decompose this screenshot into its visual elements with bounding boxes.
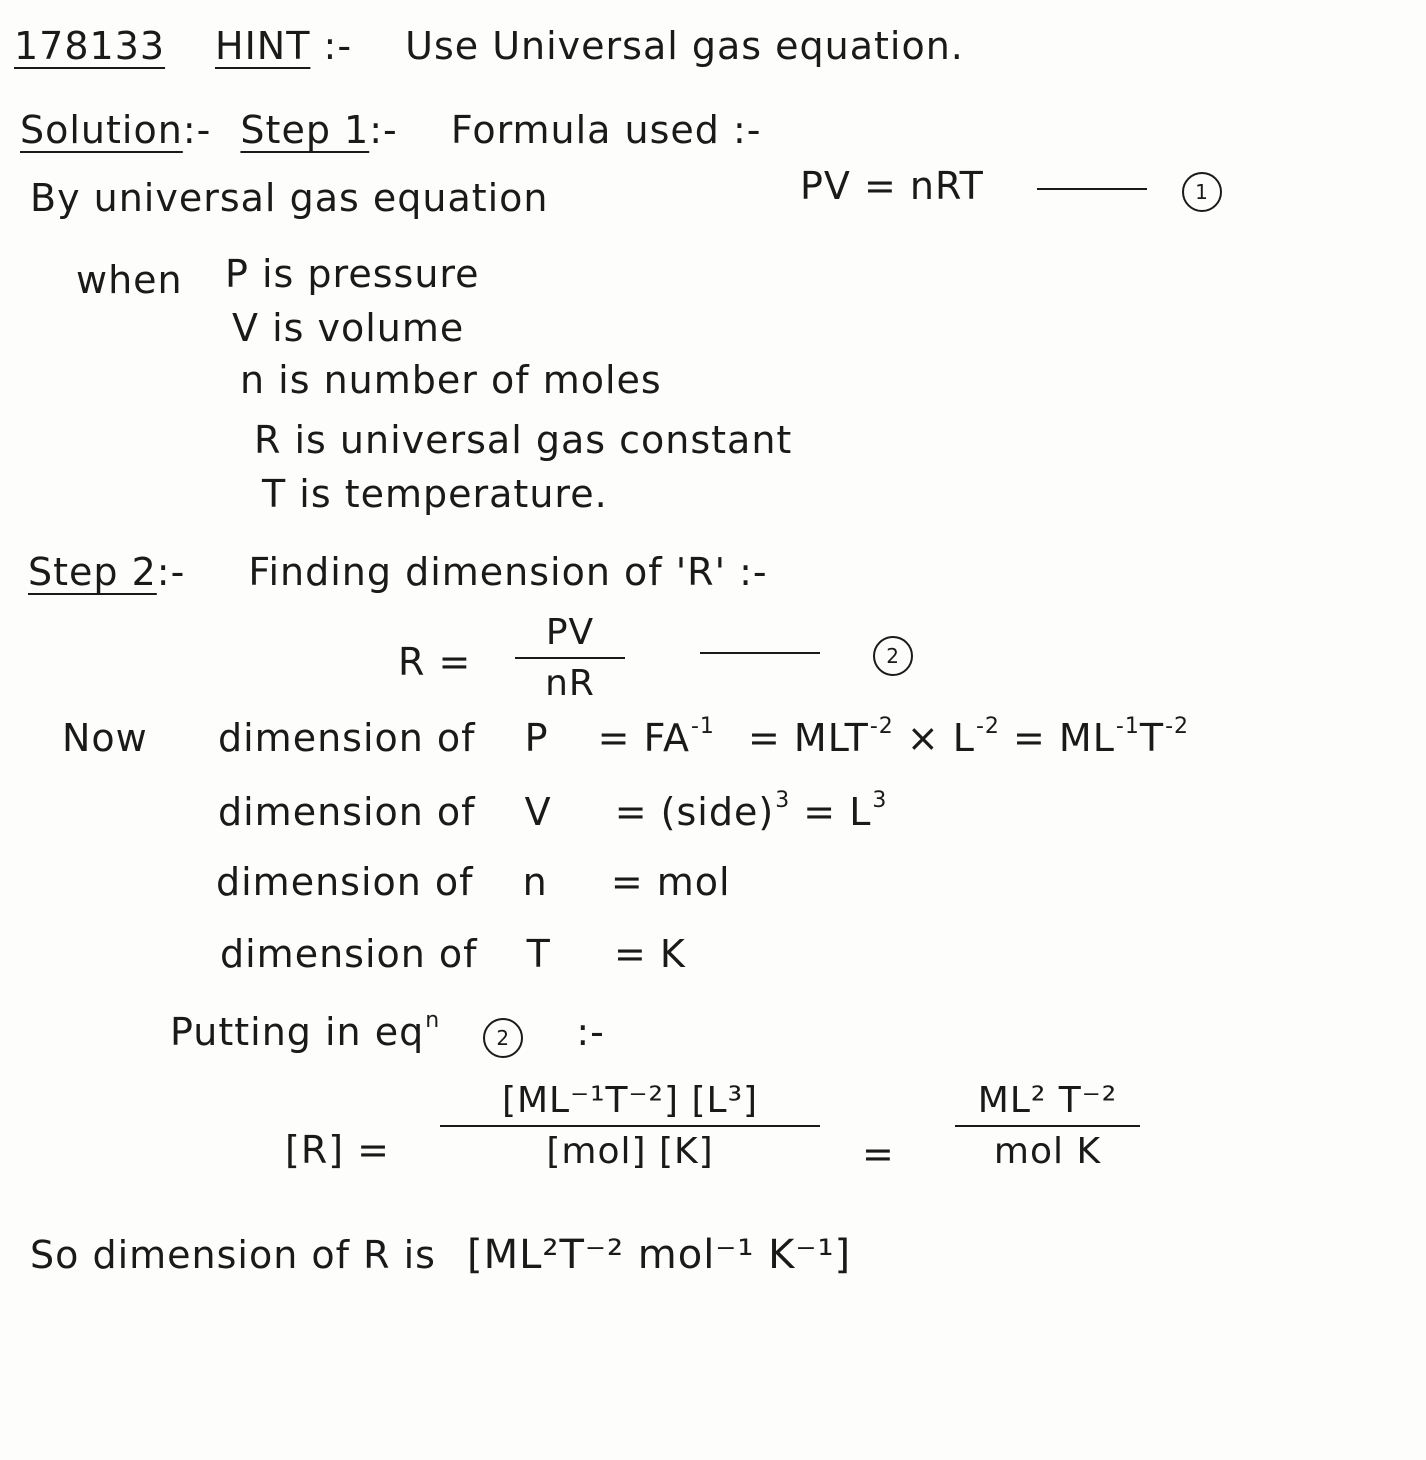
dimension-v-row: dimension of V = (side)$^3$ = $L^3$ <box>218 788 888 834</box>
equation-number-2: 2 <box>873 636 913 676</box>
definition-volume: V is volume <box>232 306 465 350</box>
result-numerator: ML² T⁻² <box>977 1080 1118 1121</box>
dimension-n-row: dimension of n = mol <box>216 860 731 904</box>
ideal-gas-formula: PV = nRT 1 <box>800 164 1222 212</box>
hint-text: Use Universal gas equation. <box>405 24 964 68</box>
definition-gas-constant: R is universal gas constant <box>254 418 793 462</box>
step1-heading: Solution:- Step 1:- Formula used :- <box>20 108 762 152</box>
r-fraction <box>515 612 625 704</box>
final-dimension: [ML²T⁻² mol⁻¹ K⁻¹] <box>467 1232 852 1278</box>
definitions-intro: when <box>76 258 183 302</box>
step1-label: Step 1 <box>240 108 370 152</box>
step2-heading: Step 2:- Finding dimension of 'R' :- <box>28 550 768 594</box>
result-fraction <box>955 1080 1140 1172</box>
hint-line: HINT :- Use Universal gas equation. <box>215 24 964 68</box>
result-denominator: mol K <box>993 1131 1102 1172</box>
substitution-denominator: [mol] [K] <box>546 1131 714 1172</box>
solution-label: Solution <box>20 108 183 152</box>
equation-number-1: 1 <box>1182 172 1222 212</box>
substitution-fraction <box>440 1080 820 1172</box>
definition-moles: n is number of moles <box>240 358 662 402</box>
equation-number-2-ref: 2 <box>483 1018 523 1058</box>
putting-line: Putting in $eq^n$ 2 :- <box>170 1010 605 1058</box>
hint-label: HINT <box>215 24 311 68</box>
r-lhs: R = <box>398 640 472 684</box>
r-eq-number-line <box>700 628 913 676</box>
gas-equation-line: By universal gas equation <box>30 176 549 220</box>
equals-sign: = <box>862 1132 895 1176</box>
r-denominator: nR <box>545 663 595 704</box>
conclusion-line: So dimension of R is [ML²T⁻² mol⁻¹ K⁻¹] <box>30 1232 852 1278</box>
r-bracket-lhs: [R] = <box>285 1128 390 1172</box>
leader-dash <box>1037 188 1147 190</box>
step1-title: Formula used :- <box>450 108 762 152</box>
dimension-p-row: dimension of $P = FA^{-1} = MLT^{-2} \times L^{-2} = ML^{-1}T^{-2}$ <box>218 714 1189 760</box>
step2-title: Finding dimension of 'R' :- <box>248 550 768 594</box>
definition-pressure: P is pressure <box>225 252 480 296</box>
r-numerator: PV <box>545 612 595 653</box>
definition-temperature: T is temperature. <box>262 472 608 516</box>
step2-label: Step 2 <box>28 550 157 594</box>
now-label: Now <box>62 716 148 760</box>
question-id: 178133 <box>14 24 166 68</box>
substitution-numerator: [ML⁻¹T⁻²] [L³] <box>501 1080 759 1121</box>
dimension-t-row: dimension of T = K <box>220 932 686 976</box>
